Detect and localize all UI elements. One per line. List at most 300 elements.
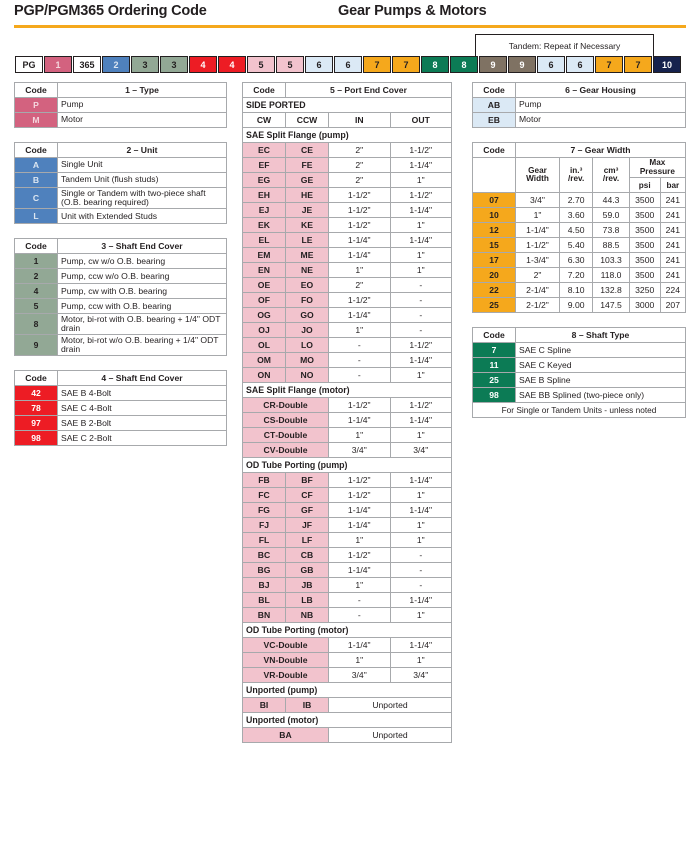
code-cell: M <box>15 113 58 128</box>
code-chip-3: 3 <box>131 56 159 73</box>
table-row <box>243 293 452 308</box>
code-cell-ccw: JO <box>286 323 329 338</box>
table-row <box>15 173 227 188</box>
code-cell-ccw: IB <box>286 698 329 713</box>
table-row <box>243 233 452 248</box>
code-chip-6: 6 <box>334 56 362 73</box>
code-chip-7: 7 <box>363 56 391 73</box>
code-chip-7: 7 <box>595 56 623 73</box>
code-chip-6: 6 <box>305 56 333 73</box>
table-row <box>243 728 452 743</box>
gear-width-cell: 2-1/4" <box>516 283 560 298</box>
code-cell-cw: EL <box>243 233 286 248</box>
code-cell-cw: OL <box>243 338 286 353</box>
out-cell: 1" <box>390 263 452 278</box>
out-cell: 1-1/4" <box>390 158 452 173</box>
code-cell: 25 <box>473 298 516 313</box>
code-cell-cw: FB <box>243 473 286 488</box>
code-cell: 15 <box>473 238 516 253</box>
in3-rev-cell: 6.30 <box>559 253 592 268</box>
table-row <box>243 428 452 443</box>
table-row <box>473 253 686 268</box>
in-cell: 2" <box>329 158 391 173</box>
column-header-code: Code <box>473 83 516 98</box>
code-cell-cw: EG <box>243 173 286 188</box>
section-label: Unported (motor) <box>243 713 452 728</box>
description-cell: Motor, bi-rot with O.B. bearing + 1/4" ODT drain <box>58 314 227 335</box>
code-cell-ccw: FE <box>286 158 329 173</box>
section-header-row <box>243 623 452 638</box>
cm3-rev-cell: 132.8 <box>593 283 629 298</box>
table-row <box>243 353 452 368</box>
code-cell: 25 <box>473 373 516 388</box>
table-row <box>243 608 452 623</box>
code-cell-cw: EJ <box>243 203 286 218</box>
code-cell-ccw: JB <box>286 578 329 593</box>
table-row <box>243 653 452 668</box>
code-chip-6: 6 <box>566 56 594 73</box>
code-cell: 17 <box>473 253 516 268</box>
code-cell: 42 <box>15 386 58 401</box>
in-cell: 2" <box>329 278 391 293</box>
cm3-rev-cell: 88.5 <box>593 238 629 253</box>
side-ported-label: SIDE PORTED <box>243 98 452 113</box>
code-cell-ccw: GF <box>286 503 329 518</box>
code-cell-cw: BI <box>243 698 286 713</box>
column-header-code: Code <box>473 143 516 158</box>
table-row <box>243 338 452 353</box>
code-cell: AB <box>473 98 516 113</box>
in-cell: 1-1/2" <box>329 398 391 413</box>
table-row <box>243 188 452 203</box>
gear-width-cell: 1-3/4" <box>516 253 560 268</box>
code-cell-double: BA <box>243 728 329 743</box>
table-shaft-end-cover-3 <box>14 238 227 356</box>
column-header-code: Code <box>15 83 58 98</box>
table-row <box>473 388 686 403</box>
code-chip-4: 4 <box>218 56 246 73</box>
out-cell: 1-1/4" <box>390 233 452 248</box>
in-cell: 1-1/2" <box>329 188 391 203</box>
gear-width-code-spacer <box>473 158 516 193</box>
description-cell: Pump, cw with O.B. bearing <box>58 284 227 299</box>
code-cell-ccw: LO <box>286 338 329 353</box>
in3-rev-cell: 8.10 <box>559 283 592 298</box>
table-row <box>243 98 452 113</box>
table-title: 8 – Shaft Type <box>516 328 686 343</box>
code-cell-double: CT-Double <box>243 428 329 443</box>
table-row <box>473 223 686 238</box>
bar-cell: 241 <box>660 253 685 268</box>
bar-cell: 241 <box>660 268 685 283</box>
code-cell-ccw: EO <box>286 278 329 293</box>
in-cell: 3/4" <box>329 668 391 683</box>
gear-width-cell: 2-1/2" <box>516 298 560 313</box>
code-cell-cw: OM <box>243 353 286 368</box>
code-cell-cw: EH <box>243 188 286 203</box>
column-header-code: Code <box>473 328 516 343</box>
in3-rev-cell: 9.00 <box>559 298 592 313</box>
in-cell: 1-1/4" <box>329 503 391 518</box>
code-cell-cw: FJ <box>243 518 286 533</box>
out-cell: - <box>390 563 452 578</box>
code-chip-9: 9 <box>479 56 507 73</box>
in3-rev-cell: 7.20 <box>559 268 592 283</box>
bar-cell: 241 <box>660 193 685 208</box>
code-cell-ccw: GB <box>286 563 329 578</box>
code-cell-ccw: FO <box>286 293 329 308</box>
table-row <box>473 113 686 128</box>
psi-cell: 3000 <box>629 298 660 313</box>
table-row <box>15 284 227 299</box>
in-cell: 1" <box>329 653 391 668</box>
column-header-out: OUT <box>390 113 452 128</box>
out-cell: 1" <box>390 518 452 533</box>
column-header-bar: bar <box>660 178 685 193</box>
code-cell-double: CV-Double <box>243 443 329 458</box>
table-row <box>473 373 686 388</box>
code-cell-cw: FG <box>243 503 286 518</box>
in-cell: 1-1/2" <box>329 218 391 233</box>
table-row <box>243 113 452 128</box>
cm3-rev-cell: 59.0 <box>593 208 629 223</box>
table-row <box>15 83 227 98</box>
code-chip-4: 4 <box>189 56 217 73</box>
section-label: Unported (pump) <box>243 683 452 698</box>
code-cell: 4 <box>15 284 58 299</box>
table-row <box>15 314 227 335</box>
column-header-max-pressure: Max Pressure <box>629 158 685 178</box>
code-cell-ccw: MO <box>286 353 329 368</box>
bar-cell: 241 <box>660 208 685 223</box>
code-cell-double: CS-Double <box>243 413 329 428</box>
column-right <box>472 82 686 432</box>
code-cell: 8 <box>15 314 58 335</box>
description-cell: Single Unit <box>58 158 227 173</box>
out-cell: 1-1/2" <box>390 398 452 413</box>
code-chip-2: 2 <box>102 56 130 73</box>
column-header-ccw: CCW <box>286 113 329 128</box>
in-cell: 1" <box>329 578 391 593</box>
code-cell-cw: OJ <box>243 323 286 338</box>
code-cell-ccw: NE <box>286 263 329 278</box>
description-cell: SAE B Spline <box>516 373 686 388</box>
code-cell-cw: BN <box>243 608 286 623</box>
code-cell: EB <box>473 113 516 128</box>
description-cell: Pump <box>58 98 227 113</box>
code-cell-double: VC-Double <box>243 638 329 653</box>
code-chip-7: 7 <box>392 56 420 73</box>
code-cell-ccw: ME <box>286 248 329 263</box>
code-chip-row <box>15 56 681 73</box>
description-cell: SAE BB Splined (two-piece only) <box>516 388 686 403</box>
table-row <box>15 158 227 173</box>
table-row <box>15 335 227 356</box>
description-cell: SAE B 4-Bolt <box>58 386 227 401</box>
in-cell: 1-1/4" <box>329 638 391 653</box>
code-cell-cw: EF <box>243 158 286 173</box>
bar-cell: 224 <box>660 283 685 298</box>
in-cell: 1-1/4" <box>329 563 391 578</box>
table-row <box>15 431 227 446</box>
code-cell-ccw: CE <box>286 143 329 158</box>
code-cell: 12 <box>473 223 516 238</box>
in-cell: 1-1/4" <box>329 248 391 263</box>
code-cell-ccw: BF <box>286 473 329 488</box>
out-cell: 1" <box>390 488 452 503</box>
table-row <box>473 298 686 313</box>
code-chip-pg: PG <box>15 56 43 73</box>
table-row <box>243 668 452 683</box>
description-cell: SAE C Keyed <box>516 358 686 373</box>
bar-cell: 241 <box>660 238 685 253</box>
in3-rev-cell: 5.40 <box>559 238 592 253</box>
out-cell: - <box>390 278 452 293</box>
column-header-code: Code <box>15 239 58 254</box>
section-label: SAE Split Flange (pump) <box>243 128 452 143</box>
code-cell: 2 <box>15 269 58 284</box>
table-type <box>14 82 227 128</box>
column-header-code: Code <box>15 143 58 158</box>
out-cell: 1-1/4" <box>390 473 452 488</box>
page-title: PGP/PGM365 Ordering Code <box>14 3 207 19</box>
code-cell: C <box>15 188 58 209</box>
code-cell-cw: BG <box>243 563 286 578</box>
out-cell: 1-1/2" <box>390 143 452 158</box>
description-cell: Pump, ccw w/o O.B. bearing <box>58 269 227 284</box>
code-chip-6: 6 <box>537 56 565 73</box>
section-header-row <box>243 458 452 473</box>
table-row <box>15 269 227 284</box>
in-cell: - <box>329 608 391 623</box>
table-title: 3 – Shaft End Cover <box>58 239 227 254</box>
in-cell: 1-1/2" <box>329 488 391 503</box>
header-rule <box>14 25 686 28</box>
table-row <box>243 83 452 98</box>
table-row <box>15 188 227 209</box>
code-cell: 22 <box>473 283 516 298</box>
ordering-code-strip <box>0 30 700 82</box>
code-cell-double: CR-Double <box>243 398 329 413</box>
table-row <box>473 98 686 113</box>
code-cell: 78 <box>15 401 58 416</box>
table-row <box>243 218 452 233</box>
table-title: 5 – Port End Cover <box>286 83 452 98</box>
out-cell: 3/4" <box>390 443 452 458</box>
table-row <box>473 208 686 223</box>
description-cell: Motor <box>58 113 227 128</box>
in-cell: 1-1/2" <box>329 293 391 308</box>
gear-width-cell: 1-1/4" <box>516 223 560 238</box>
table-row <box>243 248 452 263</box>
in3-rev-cell: 4.50 <box>559 223 592 238</box>
table-row <box>473 328 686 343</box>
out-cell: 1-1/2" <box>390 338 452 353</box>
in-cell: 2" <box>329 173 391 188</box>
code-chip-10: 10 <box>653 56 681 73</box>
page-subtitle: Gear Pumps & Motors <box>338 3 487 19</box>
code-cell-double: VN-Double <box>243 653 329 668</box>
out-cell: - <box>390 578 452 593</box>
out-cell: 1" <box>390 653 452 668</box>
code-cell: 98 <box>15 431 58 446</box>
section-header-row <box>243 128 452 143</box>
code-cell: L <box>15 209 58 224</box>
in-cell: 1" <box>329 428 391 443</box>
description-cell: Pump <box>516 98 686 113</box>
code-cell-cw: BJ <box>243 578 286 593</box>
column-header-code: Code <box>243 83 286 98</box>
psi-cell: 3500 <box>629 253 660 268</box>
table-row <box>473 158 686 178</box>
code-cell-ccw: KE <box>286 218 329 233</box>
column-header-cw: CW <box>243 113 286 128</box>
section-header-row <box>243 713 452 728</box>
code-cell-cw: FC <box>243 488 286 503</box>
in3-rev-cell: 2.70 <box>559 193 592 208</box>
column-header-code: Code <box>15 371 58 386</box>
out-cell: 1" <box>390 218 452 233</box>
description-cell: Pump, cw w/o O.B. bearing <box>58 254 227 269</box>
code-cell: 98 <box>473 388 516 403</box>
column-header-cm3-rev: cm³ /rev. <box>593 158 629 193</box>
table-row <box>243 563 452 578</box>
code-cell-cw: EN <box>243 263 286 278</box>
table-gear-housing <box>472 82 686 128</box>
table-row <box>243 488 452 503</box>
code-cell-cw: OE <box>243 278 286 293</box>
table-row <box>243 548 452 563</box>
table-row <box>15 386 227 401</box>
table-row <box>243 323 452 338</box>
table-row <box>15 113 227 128</box>
table-title: 2 – Unit <box>58 143 227 158</box>
out-cell: - <box>390 548 452 563</box>
table-row <box>15 254 227 269</box>
table-port-end-cover <box>242 82 452 743</box>
table-title: 7 – Gear Width <box>516 143 686 158</box>
out-cell: 1" <box>390 428 452 443</box>
table-row <box>473 268 686 283</box>
description-cell: Unit with Extended Studs <box>58 209 227 224</box>
code-cell: 9 <box>15 335 58 356</box>
out-cell: 3/4" <box>390 668 452 683</box>
description-cell: SAE C Spline <box>516 343 686 358</box>
code-chip-5: 5 <box>276 56 304 73</box>
psi-cell: 3500 <box>629 268 660 283</box>
column-header-in3-rev: in.³ /rev. <box>559 158 592 193</box>
code-chip-1: 1 <box>44 56 72 73</box>
out-cell: 1-1/2" <box>390 188 452 203</box>
code-cell-ccw: HE <box>286 188 329 203</box>
table-row <box>15 98 227 113</box>
code-cell: A <box>15 158 58 173</box>
table-row <box>473 193 686 208</box>
in-cell: 2" <box>329 143 391 158</box>
code-cell-cw: BC <box>243 548 286 563</box>
in-cell: 1-1/4" <box>329 518 391 533</box>
code-cell: 11 <box>473 358 516 373</box>
psi-cell: 3500 <box>629 238 660 253</box>
description-cell: SAE C 4-Bolt <box>58 401 227 416</box>
table-row <box>473 403 686 418</box>
code-cell: 97 <box>15 416 58 431</box>
code-cell-cw: FL <box>243 533 286 548</box>
code-cell-ccw: LF <box>286 533 329 548</box>
gear-width-cell: 3/4" <box>516 193 560 208</box>
in-cell: - <box>329 368 391 383</box>
table-row <box>15 299 227 314</box>
tandem-note: Tandem: Repeat if Necessary <box>475 34 654 56</box>
in-cell: 1-1/2" <box>329 548 391 563</box>
table-row <box>243 518 452 533</box>
gear-width-cell: 2" <box>516 268 560 283</box>
code-chip-9: 9 <box>508 56 536 73</box>
description-cell: Single or Tandem with two-piece shaft (O.B. bearing required) <box>58 188 227 209</box>
code-chip-365: 365 <box>73 56 101 73</box>
section-header-row <box>243 383 452 398</box>
in-cell: 1-1/4" <box>329 308 391 323</box>
table-row <box>243 368 452 383</box>
table-row <box>473 83 686 98</box>
column-middle <box>242 82 452 757</box>
section-label: OD Tube Porting (pump) <box>243 458 452 473</box>
table-row <box>473 238 686 253</box>
code-cell-cw: ON <box>243 368 286 383</box>
page-header <box>0 0 700 30</box>
section-header-row <box>243 683 452 698</box>
code-cell-ccw: NO <box>286 368 329 383</box>
table-row <box>15 401 227 416</box>
code-chip-3: 3 <box>160 56 188 73</box>
unported-value: Unported <box>329 728 452 743</box>
table-row <box>15 416 227 431</box>
in-cell: 1-1/2" <box>329 203 391 218</box>
table-row <box>15 371 227 386</box>
table-row <box>243 638 452 653</box>
table-row <box>243 203 452 218</box>
table-gear-width <box>472 142 686 313</box>
code-chip-7: 7 <box>624 56 652 73</box>
cm3-rev-cell: 147.5 <box>593 298 629 313</box>
out-cell: 1" <box>390 248 452 263</box>
out-cell: 1" <box>390 533 452 548</box>
psi-cell: 3500 <box>629 208 660 223</box>
shaft-type-footnote: For Single or Tandem Units - unless noted <box>473 403 686 418</box>
out-cell: 1" <box>390 608 452 623</box>
table-row <box>243 473 452 488</box>
table-row <box>243 698 452 713</box>
table-row <box>243 173 452 188</box>
description-cell: Pump, ccw with O.B. bearing <box>58 299 227 314</box>
code-cell: P <box>15 98 58 113</box>
code-cell: B <box>15 173 58 188</box>
code-cell-cw: EK <box>243 218 286 233</box>
table-row <box>243 263 452 278</box>
description-cell: SAE C 2-Bolt <box>58 431 227 446</box>
out-cell: 1-1/4" <box>390 413 452 428</box>
psi-cell: 3500 <box>629 193 660 208</box>
table-row <box>243 308 452 323</box>
in-cell: - <box>329 338 391 353</box>
section-label: SAE Split Flange (motor) <box>243 383 452 398</box>
description-cell: Motor, bi-rot w/o O.B. bearing + 1/4" ODT drain <box>58 335 227 356</box>
code-cell: 07 <box>473 193 516 208</box>
table-row <box>243 593 452 608</box>
code-cell-ccw: GE <box>286 173 329 188</box>
out-cell: 1-1/4" <box>390 593 452 608</box>
table-row <box>473 143 686 158</box>
